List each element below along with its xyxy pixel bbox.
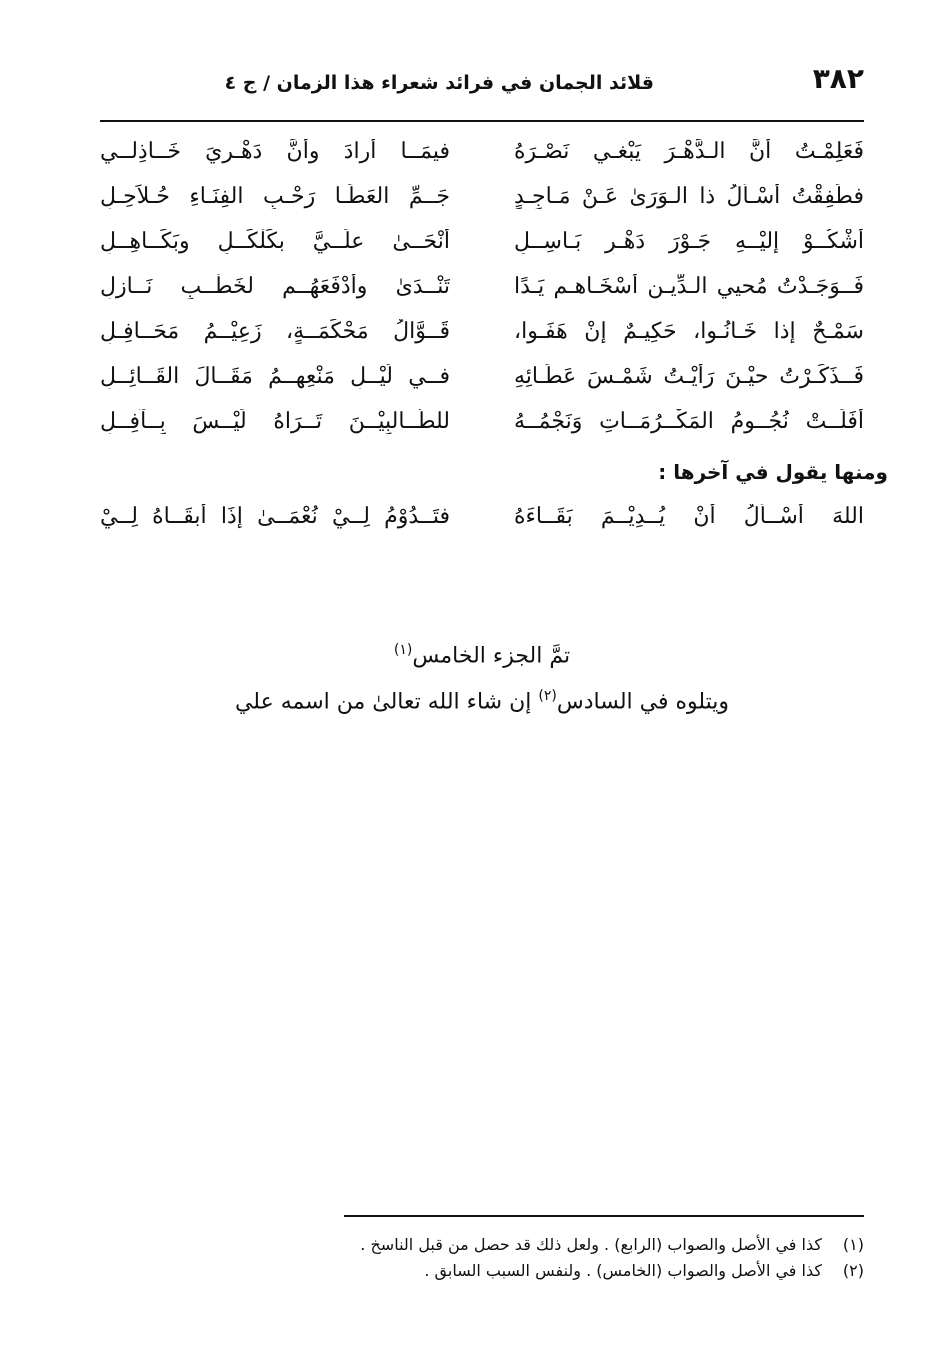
page-header [100, 62, 864, 112]
ending-text: تمَّ الجزء الخامس [412, 643, 571, 669]
second-hemistich: فتَــدُوْمُ لِــيْ نُعْمَــىٰ إذَا أبقَــاهُ لِــيْ [100, 504, 450, 529]
volume-ending [100, 630, 864, 723]
ending-line-2 [100, 676, 864, 722]
footnote-text: كذا في الأصل والصواب (الخامس) . ولنفس السبب السابق . [424, 1261, 822, 1280]
page-number: ٣٨٢ [812, 62, 864, 95]
header-divider [100, 120, 864, 122]
second-hemistich: قَــوَّالُ مَحْكَمَــةٍ، زَعِيْــمُ مَحَــافِـلِ [100, 319, 450, 344]
poem-verse [100, 135, 864, 180]
footnote [250, 1232, 864, 1258]
first-hemistich: اللهَ أسْــأَلُ أنْ يُــدِيْــمَ بَقَــاءَهُ [514, 504, 864, 529]
second-hemistich: جَــمِّ العَطَـا رَحْـبِ الفِنَـاءِ حُـلاَحِـلِ [100, 184, 450, 209]
poem [100, 135, 864, 450]
first-hemistich: فَــوَجَـدْتُ مُحيي الـدِّيـنِ أسْخَـاهـم يَـدًا [514, 274, 864, 299]
footnote-marker: (١) [393, 642, 413, 658]
first-hemistich: أشْكُــوْ إليْــهِ جَـوْرَ دَهْـرٍ بَـاسِــلٍ [514, 229, 864, 254]
second-hemistich: للطَّــالبِيْــنَ تَــرَاهُ لَيْــسَ بِــآفِــلِ [100, 409, 450, 434]
footnote-number: (٢) [842, 1261, 864, 1280]
closing-verse-block [100, 500, 864, 545]
ending-text: إن شاء الله تعالىٰ من اسمه علي [234, 689, 539, 715]
poem-verse [100, 315, 864, 360]
footnotes [250, 1232, 864, 1284]
running-title: قلائد الجمان في فرائد شعراء هذا الزمان / ج ٤ [224, 72, 654, 94]
first-hemistich: فَــذَكَـرْتُ حيْـنَ رَأيْـتُ شَمْـسَ عَطَـائِهِ [514, 364, 864, 389]
footnote [250, 1258, 864, 1284]
poem-verse [100, 180, 864, 225]
second-hemistich: أنْحَــىٰ علَــيَّ بكَلْكَــلٍ وبَكَــاهِــلِ [100, 229, 450, 254]
first-hemistich: أفَلَــتْ نُجُــومُ المَكْــرُمَــاتِ وَنَجْمُــهُ [514, 409, 864, 434]
ending-line-1 [100, 630, 864, 676]
second-hemistich: تَنْــدَىٰ وأدْفَعَهُــم لخَطْــبٍ نَــازِلِ [100, 274, 450, 299]
ending-text: ويتلوه في السادس [556, 689, 730, 715]
poem-verse [100, 225, 864, 270]
footnote-divider [344, 1215, 864, 1217]
footnote-text: كذا في الأصل والصواب (الرابع) . ولعل ذلك قد حصل من قبل الناسخ . [360, 1235, 822, 1254]
footnote-marker: (٢) [538, 688, 557, 705]
poem-verse [100, 500, 864, 545]
first-hemistich: سَمْـحٌ إذا خَـانُـوا، حَكِيـمٌ إنْ هَفَـوا، [514, 319, 864, 344]
footnote-number: (١) [842, 1235, 864, 1254]
second-hemistich: فيمَــا أرادَ وأنَّ دَهْـرِيَ خَــاذِلــي [100, 139, 450, 164]
first-hemistich: فَعَلِمْـتُ أنَّ الـدَّهْـرَ يَبْغـي نَصْـرَهُ [514, 139, 864, 164]
poem-verse [100, 405, 864, 450]
poem-verse [100, 360, 864, 405]
first-hemistich: فطَفِقْتُ أسْـأَلُ ذا الـوَرَىٰ عَـنْ مَـاجِـدٍ [514, 184, 864, 209]
second-hemistich: فــي لَيْــلِ مَنْعِهِــمُ مَقَــالَ القَــائِــلِ [100, 364, 450, 389]
poem-verse [100, 270, 864, 315]
verse-intro: ومنها يقول في آخرها : [658, 460, 888, 484]
